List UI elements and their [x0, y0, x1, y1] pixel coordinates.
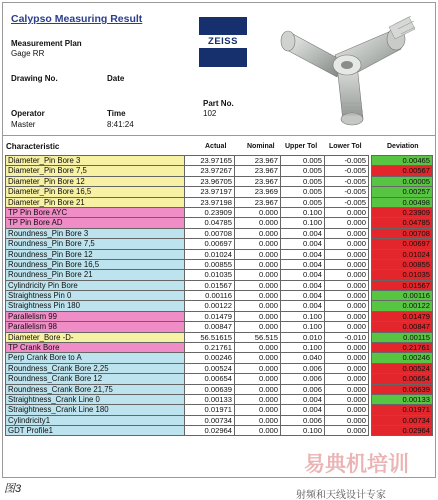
col-deviation: Deviation — [387, 143, 419, 150]
cell-actual: 0.00122 — [185, 300, 235, 310]
cell-nominal: 56.515 — [235, 332, 281, 342]
cell-nominal: 0.000 — [235, 300, 281, 310]
cell-nominal: 0.000 — [235, 311, 281, 321]
table-row — [3, 373, 435, 383]
cell-deviation: 0.01035 — [371, 269, 433, 279]
cell-lower: 0.000 — [325, 228, 369, 238]
cell-upper: 0.100 — [281, 425, 325, 436]
cell-nominal: 0.000 — [235, 352, 281, 362]
cell-deviation: 0.00116 — [371, 290, 433, 300]
cell-lower: 0.000 — [325, 269, 369, 279]
cell-upper: 0.004 — [281, 280, 325, 290]
cell-upper: 0.004 — [281, 290, 325, 300]
cell-actual: 0.00697 — [185, 238, 235, 248]
cell-nominal: 23.967 — [235, 165, 281, 175]
cell-nominal: 23.969 — [235, 186, 281, 196]
cell-deviation: 0.00115 — [371, 332, 433, 342]
table-row — [3, 249, 435, 259]
cell-name: Diameter_Pin Bore 16,5 — [5, 186, 185, 196]
cell-name: Roundness_Pin Bore 12 — [5, 249, 185, 259]
cell-deviation: 0.00133 — [371, 394, 433, 404]
cell-deviation: 0.00246 — [371, 352, 433, 362]
drawing-no-label: Drawing No. — [11, 74, 58, 83]
cell-lower: 0.000 — [325, 415, 369, 425]
cell-name: Roundness_Crank Bore 2,25 — [5, 363, 185, 373]
cell-lower: -0.005 — [325, 155, 369, 165]
cell-deviation: 0.01567 — [371, 280, 433, 290]
cell-deviation: 0.02964 — [371, 425, 433, 436]
cell-upper: 0.040 — [281, 352, 325, 362]
cell-lower: 0.000 — [325, 207, 369, 217]
cell-upper: 0.005 — [281, 176, 325, 186]
cell-upper: 0.004 — [281, 259, 325, 269]
cell-lower: -0.005 — [325, 197, 369, 207]
cell-lower: -0.010 — [325, 332, 369, 342]
cell-deviation: 0.01479 — [371, 311, 433, 321]
cell-deviation: 0.00855 — [371, 259, 433, 269]
table-row — [3, 269, 435, 279]
cell-name: Diameter_Pin Bore 7,5 — [5, 165, 185, 175]
cell-deviation: 0.00257 — [371, 186, 433, 196]
cell-upper: 0.100 — [281, 217, 325, 227]
part-no-label: Part No. — [203, 99, 234, 108]
cell-actual: 0.00116 — [185, 290, 235, 300]
cell-upper: 0.005 — [281, 186, 325, 196]
cell-deviation: 0.00654 — [371, 373, 433, 383]
cell-deviation: 0.01024 — [371, 249, 433, 259]
cell-upper: 0.100 — [281, 321, 325, 331]
cell-lower: 0.000 — [325, 290, 369, 300]
cell-upper: 0.100 — [281, 207, 325, 217]
measuring-report — [2, 2, 436, 478]
cell-actual: 0.02964 — [185, 425, 235, 436]
col-actual: Actual — [205, 143, 227, 150]
col-nominal: Nominal — [247, 143, 275, 150]
cell-name: Diameter_Pin Bore 12 — [5, 176, 185, 186]
cell-name: Straightness Pin 180 — [5, 300, 185, 310]
cell-lower: 0.000 — [325, 217, 369, 227]
cell-name: Diameter_Pin Bore 3 — [5, 155, 185, 165]
table-row — [3, 280, 435, 290]
table-row — [3, 342, 435, 352]
cell-deviation: 0.00847 — [371, 321, 433, 331]
cell-nominal: 0.000 — [235, 238, 281, 248]
cell-lower: 0.000 — [325, 384, 369, 394]
cell-lower: 0.000 — [325, 394, 369, 404]
table-row — [3, 300, 435, 310]
cell-deviation: 0.00734 — [371, 415, 433, 425]
cell-name: TP Crank Bore — [5, 342, 185, 352]
cell-name: Roundness_Pin Bore 3 — [5, 228, 185, 238]
cell-name: Cylindricity1 — [5, 415, 185, 425]
cell-lower: 0.000 — [325, 311, 369, 321]
cell-name: TP Pin Bore AD — [5, 217, 185, 227]
cell-actual: 23.96705 — [185, 176, 235, 186]
table-row — [3, 404, 435, 414]
table-row — [3, 165, 435, 175]
cell-name: Roundness_Pin Bore 7,5 — [5, 238, 185, 248]
cell-lower: -0.005 — [325, 165, 369, 175]
cell-nominal: 0.000 — [235, 363, 281, 373]
cell-deviation: 0.21761 — [371, 342, 433, 352]
cell-nominal: 23.967 — [235, 176, 281, 186]
cell-lower: 0.000 — [325, 321, 369, 331]
cell-nominal: 0.000 — [235, 217, 281, 227]
cell-nominal: 0.000 — [235, 394, 281, 404]
cell-lower: 0.000 — [325, 300, 369, 310]
cell-name: Straightness Pin 0 — [5, 290, 185, 300]
cell-actual: 23.97267 — [185, 165, 235, 175]
measurement-plan-value: Gage RR — [11, 49, 45, 58]
header-divider — [3, 135, 435, 136]
cell-upper: 0.006 — [281, 373, 325, 383]
cell-nominal: 23.967 — [235, 155, 281, 165]
cell-deviation: 0.00122 — [371, 300, 433, 310]
table-row — [3, 186, 435, 196]
cell-actual: 0.21761 — [185, 342, 235, 352]
operator-value: Master — [11, 120, 36, 129]
cell-upper: 0.005 — [281, 155, 325, 165]
part-no-value: 102 — [203, 109, 217, 118]
cell-lower: 0.000 — [325, 373, 369, 383]
cell-nominal: 0.000 — [235, 425, 281, 436]
table-row — [3, 332, 435, 342]
cell-deviation: 0.00524 — [371, 363, 433, 373]
cell-actual: 0.01024 — [185, 249, 235, 259]
cell-upper: 0.100 — [281, 311, 325, 321]
cell-actual: 0.01567 — [185, 280, 235, 290]
table-row — [3, 425, 435, 435]
cell-name: Cylindricity Pin Bore — [5, 280, 185, 290]
table-row — [3, 238, 435, 248]
cell-actual: 0.00639 — [185, 384, 235, 394]
cell-nominal: 0.000 — [235, 280, 281, 290]
report-title: Calypso Measuring Result — [11, 13, 143, 25]
table-row — [3, 155, 435, 165]
cell-actual: 0.00246 — [185, 352, 235, 362]
cell-upper: 0.004 — [281, 228, 325, 238]
cell-nominal: 0.000 — [235, 249, 281, 259]
cell-name: Straightness_Crank Line 0 — [5, 394, 185, 404]
table-row — [3, 176, 435, 186]
cell-actual: 0.00133 — [185, 394, 235, 404]
cell-name: Roundness_Crank Bore 12 — [5, 373, 185, 383]
cell-deviation: 0.00697 — [371, 238, 433, 248]
cell-lower: -0.005 — [325, 176, 369, 186]
cell-actual: 56.51615 — [185, 332, 235, 342]
cell-actual: 23.97198 — [185, 197, 235, 207]
cell-lower: 0.000 — [325, 259, 369, 269]
cell-lower: 0.000 — [325, 249, 369, 259]
cell-upper: 0.006 — [281, 384, 325, 394]
cell-name: Straightness_Crank Line 180 — [5, 404, 185, 414]
cell-actual: 0.00855 — [185, 259, 235, 269]
cell-upper: 0.004 — [281, 300, 325, 310]
cell-deviation: 0.00567 — [371, 165, 433, 175]
cell-nominal: 0.000 — [235, 207, 281, 217]
cell-nominal: 0.000 — [235, 384, 281, 394]
col-lower-tol: Lower Tol — [329, 143, 362, 150]
cell-lower: 0.000 — [325, 352, 369, 362]
cell-nominal: 0.000 — [235, 290, 281, 300]
cell-name: Parallelism 98 — [5, 321, 185, 331]
table-row — [3, 384, 435, 394]
cell-deviation: 0.04785 — [371, 217, 433, 227]
cell-deviation: 0.00708 — [371, 228, 433, 238]
cell-upper: 0.004 — [281, 249, 325, 259]
cell-actual: 0.01479 — [185, 311, 235, 321]
results-table — [3, 141, 435, 436]
table-row — [3, 290, 435, 300]
cell-deviation: 0.00498 — [371, 197, 433, 207]
table-row — [3, 259, 435, 269]
cell-lower: 0.000 — [325, 425, 369, 436]
measurement-plan-label: Measurement Plan — [11, 39, 82, 48]
operator-label: Operator — [11, 109, 45, 118]
cell-nominal: 0.000 — [235, 373, 281, 383]
cell-name: GDT Profile1 — [5, 425, 185, 436]
cell-upper: 0.006 — [281, 363, 325, 373]
cell-nominal: 0.000 — [235, 228, 281, 238]
time-value: 8:41:24 — [107, 120, 134, 129]
col-characteristic: Characteristic — [6, 142, 60, 151]
cell-nominal: 0.000 — [235, 415, 281, 425]
cell-nominal: 0.000 — [235, 259, 281, 269]
cell-lower: 0.000 — [325, 238, 369, 248]
cell-deviation: 0.23909 — [371, 207, 433, 217]
table-row — [3, 197, 435, 207]
table-body — [3, 155, 435, 436]
table-header — [3, 141, 435, 155]
report-header — [3, 3, 435, 133]
cell-name: Perp Crank Bore to A — [5, 352, 185, 362]
cell-upper: 0.005 — [281, 197, 325, 207]
table-row — [3, 352, 435, 362]
col-upper-tol: Upper Tol — [285, 143, 318, 150]
cell-upper: 0.010 — [281, 332, 325, 342]
cell-actual: 0.01971 — [185, 404, 235, 414]
zeiss-logo-text: ZEISS — [208, 36, 238, 47]
cell-lower: 0.000 — [325, 363, 369, 373]
cell-actual: 0.00654 — [185, 373, 235, 383]
cell-name: Roundness_Pin Bore 16,5 — [5, 259, 185, 269]
cell-nominal: 0.000 — [235, 321, 281, 331]
table-row — [3, 228, 435, 238]
cell-actual: 0.00734 — [185, 415, 235, 425]
cell-nominal: 23.967 — [235, 197, 281, 207]
part-3d-image — [271, 7, 433, 131]
cell-name: Parallelism 99 — [5, 311, 185, 321]
cell-lower: 0.000 — [325, 342, 369, 352]
table-row — [3, 415, 435, 425]
cell-actual: 23.97165 — [185, 155, 235, 165]
cell-upper: 0.004 — [281, 394, 325, 404]
cell-upper: 0.005 — [281, 165, 325, 175]
cell-name: Diameter_Bore -D- — [5, 332, 185, 342]
cell-name: Roundness_Crank Bore 21,75 — [5, 384, 185, 394]
time-label: Time — [107, 109, 126, 118]
zeiss-logo — [199, 17, 247, 67]
cell-actual: 0.00708 — [185, 228, 235, 238]
cell-upper: 0.004 — [281, 269, 325, 279]
cell-deviation: 0.00465 — [371, 155, 433, 165]
cell-actual: 23.97197 — [185, 186, 235, 196]
cell-upper: 0.006 — [281, 415, 325, 425]
table-row — [3, 363, 435, 373]
cell-name: Diameter_Pin Bore 21 — [5, 197, 185, 207]
cell-upper: 0.100 — [281, 342, 325, 352]
cell-upper: 0.004 — [281, 238, 325, 248]
table-row — [3, 217, 435, 227]
cell-actual: 0.23909 — [185, 207, 235, 217]
cell-actual: 0.00524 — [185, 363, 235, 373]
cell-nominal: 0.000 — [235, 342, 281, 352]
cell-nominal: 0.000 — [235, 269, 281, 279]
cell-deviation: 0.01971 — [371, 404, 433, 414]
figure-caption: 图3 — [4, 483, 22, 495]
cell-deviation: 0.00005 — [371, 176, 433, 186]
cell-actual: 0.01035 — [185, 269, 235, 279]
cell-name: TP Pin Bore AYC — [5, 207, 185, 217]
watermark-sub: 射频和天线设计专家 — [296, 490, 386, 500]
table-row — [3, 321, 435, 331]
cell-lower: 0.000 — [325, 280, 369, 290]
cell-lower: -0.005 — [325, 186, 369, 196]
watermark-main: 易典机培训 — [304, 453, 409, 476]
cell-lower: 0.000 — [325, 404, 369, 414]
cell-deviation: 0.00639 — [371, 384, 433, 394]
cell-name: Roundness_Pin Bore 21 — [5, 269, 185, 279]
table-row — [3, 311, 435, 321]
cell-upper: 0.004 — [281, 404, 325, 414]
table-row — [3, 207, 435, 217]
table-row — [3, 394, 435, 404]
date-label: Date — [107, 74, 125, 83]
cell-nominal: 0.000 — [235, 404, 281, 414]
cell-actual: 0.04785 — [185, 217, 235, 227]
cell-actual: 0.00847 — [185, 321, 235, 331]
